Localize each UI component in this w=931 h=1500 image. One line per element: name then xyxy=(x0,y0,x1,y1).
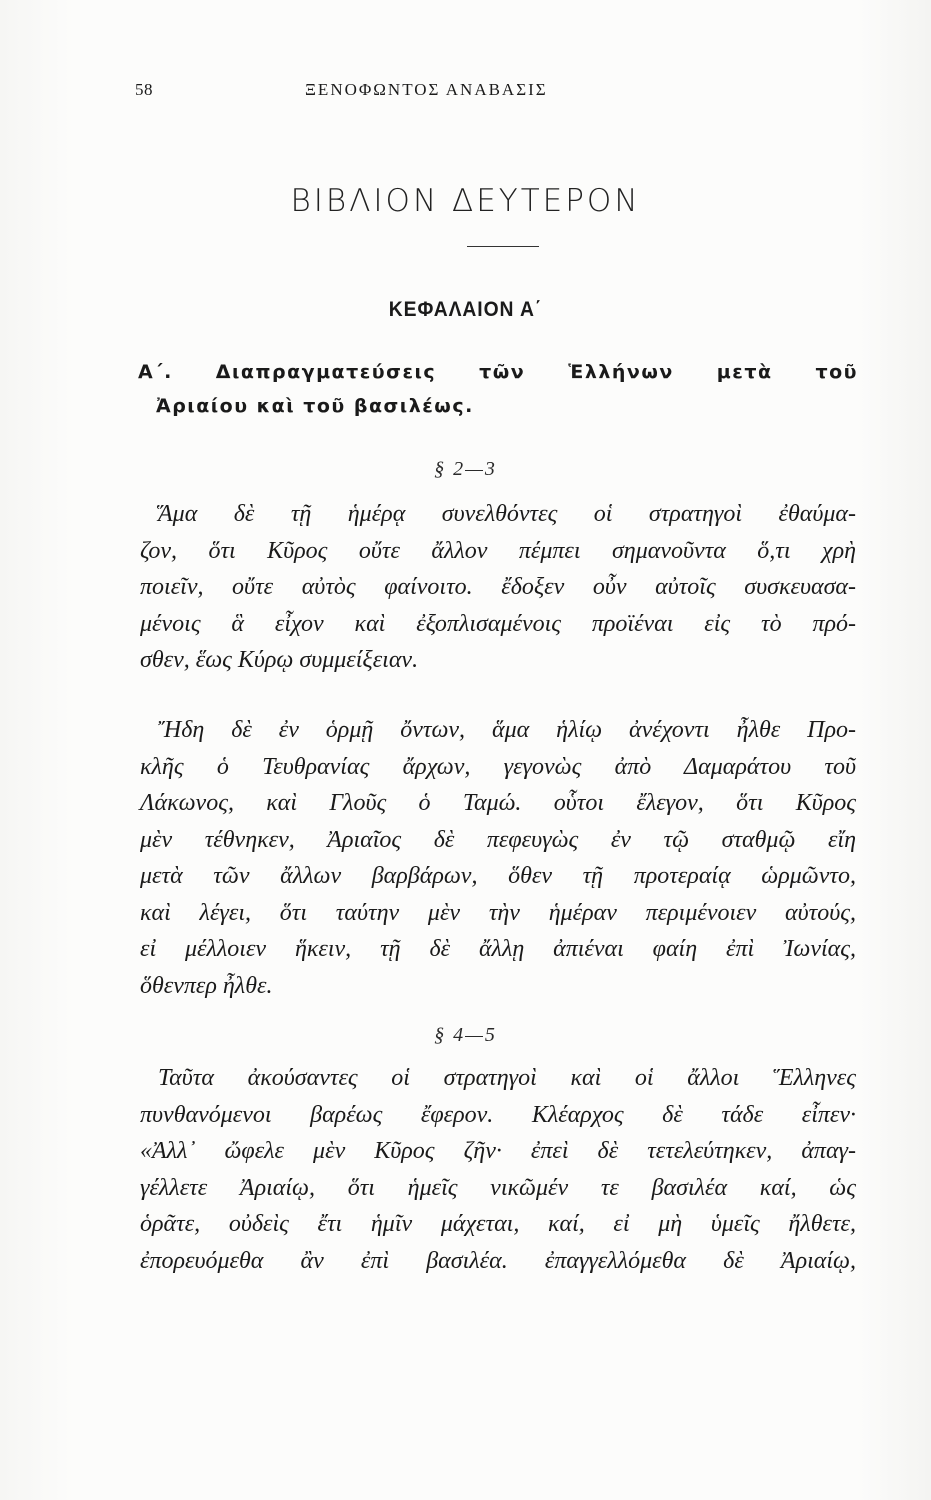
text-line: «Ἀλλ᾽ ὤφελε μὲν Κῦρος ζῆν· ἐπεὶ δὲ τετελεύτηκεν, ἀπαγ- xyxy=(140,1138,856,1164)
text-line: Ταῦτα ἀκούσαντες οἱ στρατηγοὶ καὶ οἱ ἄλλοι Ἕλληνες xyxy=(158,1065,856,1091)
paragraph xyxy=(140,1060,856,1279)
text-line: πυνθανόμενοι βαρέως ἔφερον. Κλέαρχος δὲ τάδε εἶπεν· xyxy=(140,1101,856,1128)
text-line: σθεν, ἕως Κύρῳ συμμείξειαν. xyxy=(140,647,419,673)
paragraph xyxy=(140,496,856,679)
summary-line: Α΄. Διαπραγματεύσεις τῶν Ἑλλήνων μετὰ τοῦ xyxy=(138,361,858,383)
text-line: Λάκωνος, καὶ Γλοῦς ὁ Ταμώ. οὗτοι ἔλεγον, ὅτι Κῦρος xyxy=(140,790,856,816)
text-line: κλῆς ὁ Τευθρανίας ἄρχων, γεγονὼς ἀπὸ Δαμαράτου τοῦ xyxy=(140,753,856,780)
running-head xyxy=(135,80,855,104)
summary-line: Ἀριαίου καὶ τοῦ βασιλέως. xyxy=(156,395,474,417)
book-title: ΒΙΒΛΙΟΝ ΔΕΥΤΕΡΟΝ xyxy=(290,183,641,219)
text-line: καὶ λέγει, ὅτι ταύτην μὲν τὴν ἡμέραν περιμένοιεν αὐτούς, xyxy=(140,899,856,926)
text-line: εἰ μέλλοιεν ἥκειν, τῇ δὲ ἄλλῃ ἀπιέναι φαίη ἐπὶ Ἰωνίας, xyxy=(140,936,856,962)
text-line: μένοις ἃ εἶχον καὶ ἐξοπλισαμένοις προϊέναι εἰς τὸ πρό- xyxy=(140,610,856,637)
text-line: Ἤδη δὲ ἐν ὁρμῇ ὄντων, ἅμα ἡλίῳ ἀνέχοντι ἦλθε Προ- xyxy=(158,717,856,743)
text-line: ἐπορευόμεθα ἂν ἐπὶ βασιλέα. ἐπαγγελλόμεθα δὲ Ἀριαίῳ, xyxy=(140,1247,856,1274)
running-title: ΞΕΝΟΦΩΝΤΟΣ ΑΝΑΒΑΣΙΣ xyxy=(305,80,548,99)
chapter-heading: ΚΕΦΑΛΑΙΟΝ Α΄ xyxy=(388,298,543,321)
text-line: ποιεῖν, οὔτε αὐτὸς φαίνοιτο. ἔδοξεν οὖν αὐτοῖς συσκευασα- xyxy=(140,574,856,600)
title-rule-divider xyxy=(467,246,539,247)
text-line: ζον, ὅτι Κῦρος οὔτε ἄλλον πέμπει σημανοῦντα ὅ,τι χρὴ xyxy=(140,537,856,564)
section-mark: § 2—3 xyxy=(434,458,497,480)
page-number: 58 xyxy=(135,80,153,99)
text-line: ὅθενπερ ἦλθε. xyxy=(140,972,273,999)
text-line: γέλλετε Ἀριαίῳ, ὅτι ἡμεῖς νικῶμέν τε βασιλέα καί, ὡς xyxy=(140,1174,856,1201)
text-line: μετὰ τῶν ἄλλων βαρβάρων, ὅθεν τῇ προτεραίᾳ ὡρμῶντο, xyxy=(140,863,856,889)
section-mark: § 4—5 xyxy=(434,1024,497,1046)
text-line: Ἅμα δὲ τῇ ἡμέρᾳ συνελθόντες οἱ στρατηγοὶ ἐθαύμα- xyxy=(158,501,856,527)
text-line: μὲν τέθνηκεν, Ἀριαῖος δὲ πεφευγὼς ἐν τῷ σταθμῷ εἴη xyxy=(140,826,856,853)
paragraph xyxy=(140,712,856,1004)
chapter-summary xyxy=(138,355,858,423)
text-line: ὁρᾶτε, οὐδεὶς ἔτι ἡμῖν μάχεται, καί, εἰ μὴ ὑμεῖς ἤλθετε, xyxy=(140,1211,856,1237)
